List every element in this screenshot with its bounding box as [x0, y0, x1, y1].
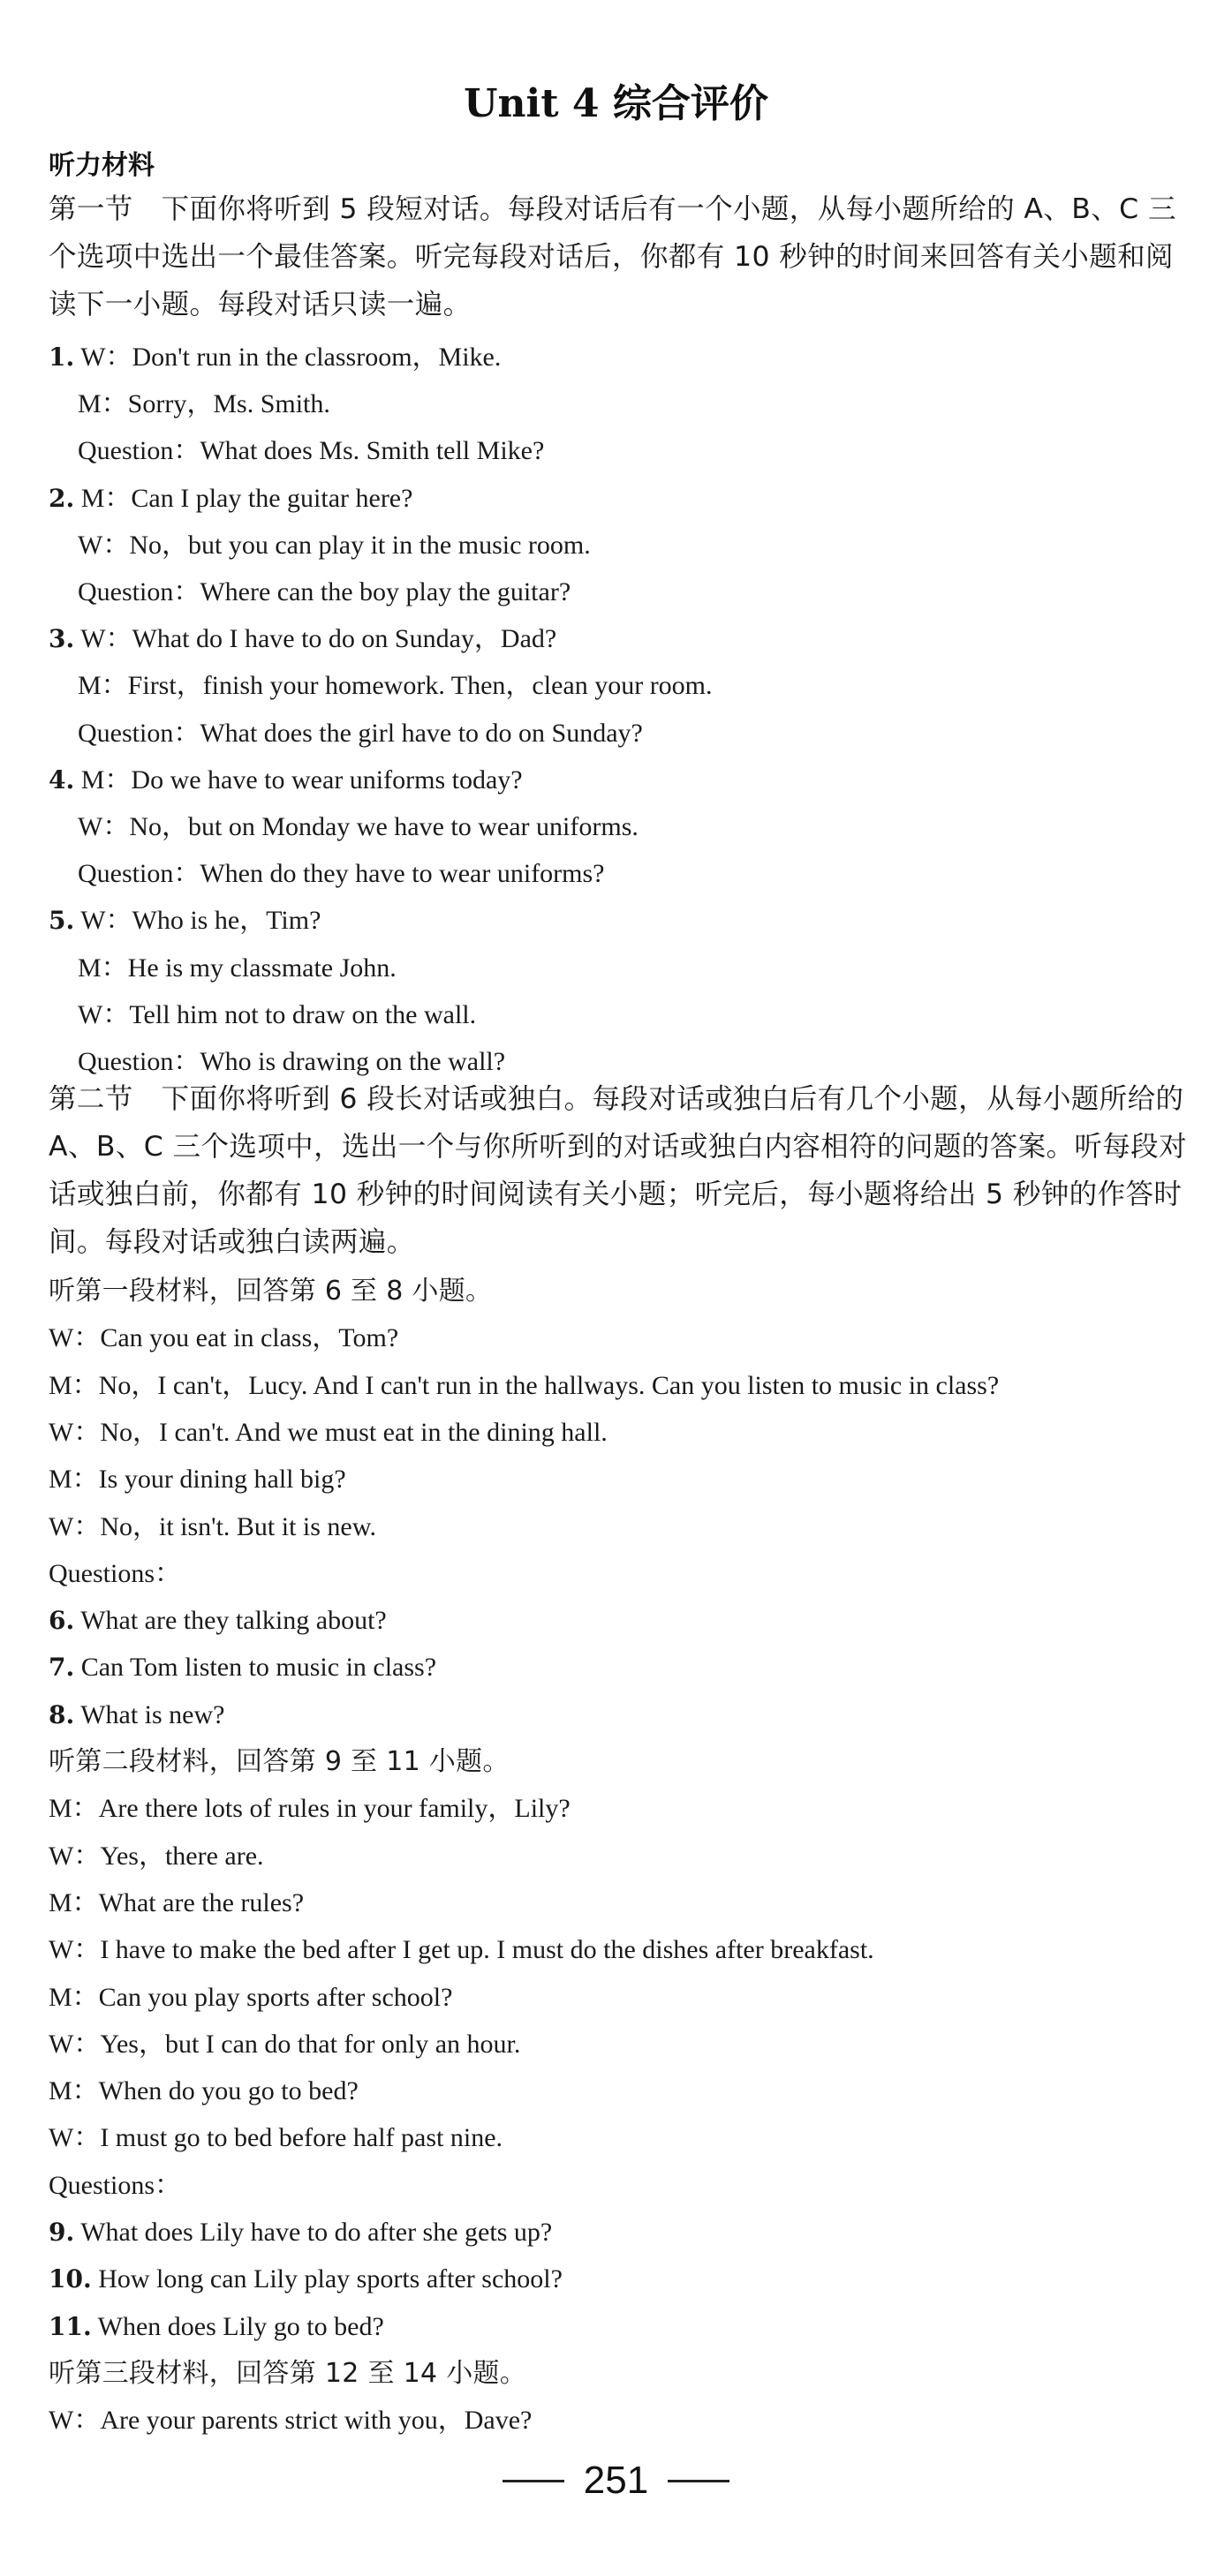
line-text: W：Tell him not to draw on the wall.	[78, 999, 477, 1029]
question-number: 5.	[49, 906, 75, 936]
line-text: Questions：	[49, 2170, 181, 2200]
question-number: 2.	[49, 483, 75, 513]
question-number: 4.	[49, 765, 75, 795]
line-text: M：What are the rules?	[49, 1887, 305, 1917]
line-text: W：Who is he，Tim?	[74, 906, 321, 936]
line-text: M：Are there lots of rules in your family，Lily?	[49, 1794, 571, 1824]
dialogue-line	[49, 1974, 452, 2022]
question-line	[49, 615, 556, 663]
dialogue-line	[78, 991, 476, 1039]
page-title: Unit 4 综合评价	[464, 81, 768, 126]
dialogue-line	[78, 850, 605, 898]
dialogue-line	[78, 427, 544, 475]
question-number: 11.	[49, 2311, 92, 2341]
dialogue-line	[49, 2350, 526, 2398]
line-text: W：Can you eat in class，Tom?	[49, 1323, 399, 1353]
dialogue-line	[49, 2021, 520, 2068]
dialogue-line	[49, 1879, 304, 1927]
dialogue-line	[78, 945, 397, 992]
line-text: W：Yes，there are.	[49, 1841, 264, 1871]
line-text: What is new?	[74, 1699, 225, 1729]
line-text: 听第三段材料，回答第 12 至 14 小题。	[49, 2357, 527, 2389]
question-line	[49, 334, 501, 381]
line-text: W：No，but on Monday we have to wear uniforms.	[78, 812, 639, 841]
line-text: W：No，I can't. And we must eat in the dining hall.	[49, 1417, 608, 1447]
section-1-instructions: 第一节 下面你将听到 5 段短对话。每段对话后有一个小题，从每小题所给的 A、B、C 三个选项中选出一个最佳答案。听完每段对话后，你都有 10 秒钟的时间来回答有关小题和阅读下一小题。每段对话只读一遍。	[49, 193, 1176, 320]
page-number-value: 251	[583, 2459, 649, 2502]
question-number: 6.	[49, 1606, 75, 1636]
line-text: 听第二段材料，回答第 9 至 11 小题。	[49, 1746, 510, 1777]
dialogue-line	[49, 1456, 346, 1503]
dialogue-line	[49, 1362, 999, 1410]
section-2-instructions: 第二节 下面你将听到 6 段长对话或独白。每段对话或独白后有几个小题，从每小题所给的 A、B、C 三个选项中，选出一个与你所听到的对话或独白内容相符的问题的答案。听每段对话或独白前，你都有 10 秒钟的时间阅读有关小题；听完后，每小题将给出 5 秒钟的作答时间。每段对话或独白读两遍。	[49, 1083, 1187, 1258]
line-text: Question：When do they have to wear uniforms?	[78, 859, 605, 889]
page-number	[0, 2454, 1232, 2507]
line-text: Question：Where can the boy play the guitar?	[78, 577, 571, 606]
dialogue-line	[49, 1785, 571, 1833]
dialogue-line	[49, 2068, 359, 2115]
line-text: Can Tom listen to music in class?	[74, 1653, 437, 1683]
line-text: M：When do you go to bed?	[49, 2076, 359, 2106]
line-text: M：Is your dining hall big?	[49, 1465, 346, 1495]
dialogue-line	[49, 1409, 608, 1457]
line-text: What does Lily have to do after she gets up?	[74, 2218, 553, 2247]
dialogue-line	[78, 803, 639, 851]
dash-right	[668, 2480, 729, 2482]
line-text: M：He is my classmate John.	[78, 953, 397, 983]
dash-left	[503, 2480, 564, 2482]
dialogue-line	[78, 522, 591, 569]
line-text: Question：What does Ms. Smith tell Mike?	[78, 436, 545, 466]
dialogue-line	[49, 1833, 264, 1880]
dialogue-line	[78, 662, 713, 710]
question-line	[49, 475, 412, 523]
line-text: W：I have to make the bed after I get up. I must do the dishes after breakfast.	[49, 1935, 874, 1965]
line-text: W：No，but you can play it in the music room.	[78, 530, 591, 560]
line-text: Question：Who is drawing on the wall?	[78, 1047, 506, 1076]
line-text: When does Lily go to bed?	[91, 2311, 384, 2341]
line-text: W：I must go to bed before half past nine.	[49, 2123, 503, 2153]
line-text: W：Are your parents strict with you，Dave?	[49, 2406, 533, 2436]
question-line	[49, 897, 321, 945]
question-number: 3.	[49, 624, 75, 654]
dialogue-line	[49, 1314, 398, 1362]
line-text: W：No，it isn't. But it is new.	[49, 1511, 376, 1541]
question-line	[49, 1644, 436, 1691]
line-text: M：First，finish your homework. Then，clean your room.	[78, 671, 713, 701]
question-line	[49, 2303, 384, 2351]
dialogue-line	[49, 2162, 181, 2210]
line-text: M：Sorry，Ms. Smith.	[78, 389, 330, 419]
line-text: M：Do we have to wear uniforms today?	[74, 765, 523, 795]
question-number: 1.	[49, 343, 75, 372]
dialogue-line	[49, 1926, 874, 1974]
line-text: W：Don't run in the classroom，Mike.	[74, 343, 502, 372]
question-line	[49, 757, 523, 804]
line-text: What are they talking about?	[74, 1606, 387, 1636]
question-line	[49, 1691, 224, 1739]
line-text: M：Can you play sports after school?	[49, 1982, 453, 2012]
line-text: How long can Lily play sports after school?	[91, 2264, 563, 2294]
question-number: 7.	[49, 1653, 75, 1683]
dialogue-line	[49, 1268, 492, 1315]
dialogue-line	[78, 569, 571, 616]
line-text: W：What do I have to do on Sunday，Dad?	[74, 624, 557, 654]
question-number: 8.	[49, 1699, 75, 1729]
line-text: Questions：	[49, 1558, 181, 1588]
question-line	[49, 1597, 387, 1645]
line-text: 听第一段材料，回答第 6 至 8 小题。	[49, 1276, 493, 1307]
question-number: 10.	[49, 2264, 92, 2294]
dialogue-line	[49, 2114, 503, 2162]
dialogue-line	[49, 1550, 181, 1598]
line-text: M：Can I play the guitar here?	[74, 483, 413, 513]
dialogue-line	[78, 380, 330, 428]
dialogue-line	[49, 1738, 510, 1786]
section-heading: 听力材料	[49, 150, 155, 181]
dialogue-line	[49, 1503, 376, 1551]
question-number: 9.	[49, 2218, 75, 2247]
dialogue-line	[78, 710, 643, 757]
line-text: Question：What does the girl have to do on Sunday?	[78, 718, 643, 748]
question-line	[49, 2209, 552, 2256]
dialogue-line	[49, 2397, 532, 2444]
line-text: M：No，I can't，Lucy. And I can't run in the hallways. Can you listen to music in class?	[49, 1370, 1000, 1400]
question-line	[49, 2256, 563, 2303]
line-text: W：Yes，but I can do that for only an hour.	[49, 2029, 521, 2059]
